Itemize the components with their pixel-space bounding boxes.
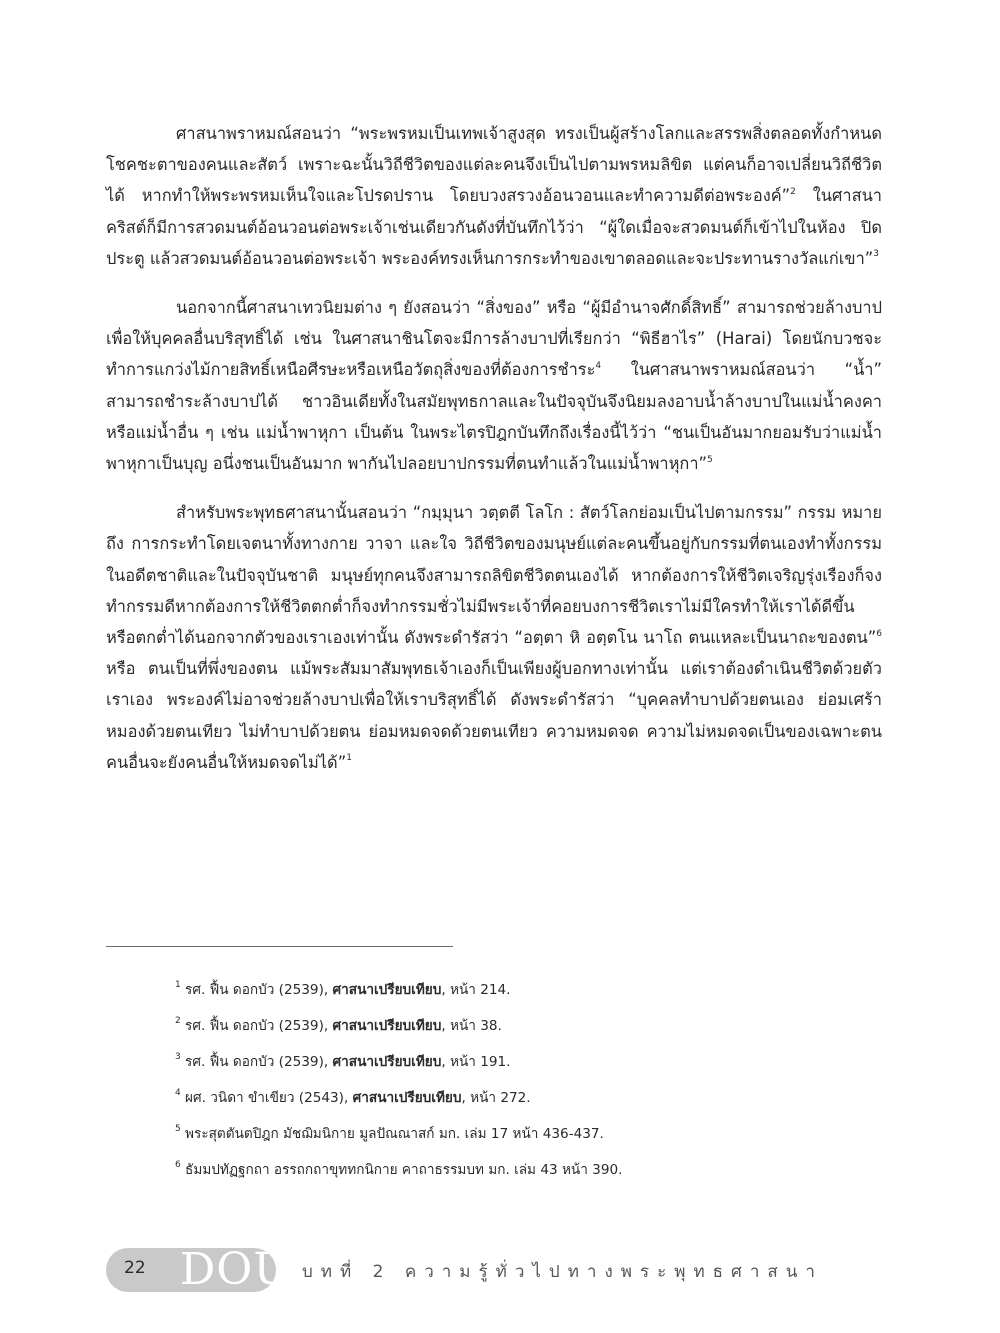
- brand-logo-text: DOU: [180, 1244, 292, 1295]
- footnote-ref[interactable]: 3: [873, 249, 880, 260]
- chapter-title: บทที่ 2 ความรู้ทั่วไปทางพระพุทธศาสนา: [302, 1262, 823, 1282]
- footnote-1: $^1$ รศ. ฟื้น ดอกบัว (2539), ศาสนาเปรียบเทียบ, หน้า 214.: [175, 980, 511, 998]
- paragraph-3: สำหรับพระพุทธศาสนานั้นสอนว่า “กมฺมุนา วตฺตตี โลโก : สัตว์โลกย่อมเป็นไปตามกรรม” กรรม หมายถึง การกระทำโดยเจตนาทั้งทางกาย วาจา และใจ วิถีชีวิตของมนุษย์แต่ละคนขึ้นอยู่กับกรรมที่ตนเองทำทั้งกรรมในอดีตชาติและในปัจจุบันชาติ มนุษย์ทุกคนจึงสามารถลิขิตชีวิตตนเองได้ หากต้องการให้ชีวิตเจริญรุ่งเรืองก็จงทำกรรมดีหากต้องการให้ชีวิตตกต่ำก็จงทำกรรมชั่วไม่มีพระเจ้าที่คอยบงการชีวิตเราไม่มีใครทำให้เราได้ดีขึ้นหรือตกต่ำได้นอกจากตัวของเราเองเท่านั้น ดังพระดำรัสว่า “อตฺตา หิ อตฺตโน นาโถ ตนแหละเป็นนาถะของตน”$^6$ หรือ ตนเป็นที่พึ่งของตน แม้พระสัมมาสัมพุทธเจ้าเองก็เป็นเพียงผู้บอกทางเท่านั้น แต่เราต้องดำเนินชีวิตด้วยตัวเราเอง พระองค์ไม่อาจช่วยล้างบาปเพื่อให้เราบริสุทธิ์ได้ ดังพระดำรัสว่า “บุคคลทำบาปด้วยตนเอง ย่อมเศร้าหมองด้วยตนเทียว ไม่ทำบาปด้วยตน ย่อมหมดจดด้วยตนเทียว ความหมดจด ความไม่หมดจดเป็นของเฉพาะตน คนอื่นจะยังคนอื่นให้หมดจดไม่ได้”$^1$: [106, 503, 882, 772]
- footnote-ref[interactable]: 2: [790, 186, 796, 197]
- footnote-2: $^2$ รศ. ฟื้น ดอกบัว (2539), ศาสนาเปรียบเทียบ, หน้า 38.: [175, 1016, 502, 1034]
- footnote-ref[interactable]: 6: [876, 628, 882, 639]
- paragraph-1: ศาสนาพราหมณ์สอนว่า “พระพรหมเป็นเทพเจ้าสูงสุด ทรงเป็นผู้สร้างโลกและสรรพสิ่งตลอดทั้งกำหนดโชคชะตาของคนและสัตว์ เพราะฉะนั้นวิถีชีวิตของแต่ละคนจึงเป็นไปตามพรหมลิขิต แต่คนก็อาจเปลี่ยนวิถีชีวิตได้ หากทำให้พระพรหมเห็นใจและโปรดปราน โดยบวงสรวงอ้อนวอนและทำความดีต่อพระองค์”$^2$ ในศาสนาคริสต์ก็มีการสวดมนต์อ้อนวอนต่อพระเจ้าเช่นเดียวกันดังที่บันทึกไว้ว่า “ผู้ใดเมื่อจะสวดมนต์ก็เข้าไปในห้อง ปิดประตู แล้วสวดมนต์อ้อนวอนต่อพระเจ้า พระองค์ทรงเห็นการกระทำของเขาตลอดและจะประทานรางวัลแก่เขา”$^3$: [106, 124, 882, 268]
- footnote-4: $^4$ ผศ. วนิดา ขำเขียว (2543), ศาสนาเปรียบเทียบ, หน้า 272.: [175, 1088, 531, 1106]
- footnote-3: $^3$ รศ. ฟื้น ดอกบัว (2539), ศาสนาเปรียบเทียบ, หน้า 191.: [175, 1052, 511, 1070]
- page-footer: [106, 1240, 896, 1296]
- footnote-divider: [106, 946, 453, 947]
- page-number: 22: [124, 1258, 146, 1278]
- footnote-ref[interactable]: 5: [707, 454, 713, 465]
- page-badge: [106, 1244, 292, 1295]
- body-text: [106, 118, 882, 778]
- footnotes: [175, 980, 875, 1196]
- footnote-ref[interactable]: 1: [346, 753, 352, 764]
- paragraph-2: นอกจากนี้ศาสนาเทวนิยมต่าง ๆ ยังสอนว่า “สิ่งของ” หรือ “ผู้มีอำนาจศักดิ์สิทธิ์” สามารถช่วยล้างบาปเพื่อให้บุคคลอื่นบริสุทธิ์ได้ เช่น ในศาสนาชินโตจะมีการล้างบาปที่เรียกว่า “พิธีฮาไร” (Harai) โดยนักบวชจะทำการแกว่งไม้กายสิทธิ์เหนือศีรษะหรือเหนือวัตถุสิ่งของที่ต้องการชำระ$^4$ ในศาสนาพราหมณ์สอนว่า “น้ำ” สามารถชำระล้างบาปได้ ชาวอินเดียทั้งในสมัยพุทธกาลและในปัจจุบันจึงนิยมลงอาบน้ำล้างบาปในแม่น้ำคงคาหรือแม่น้ำอื่น ๆ เช่น แม่น้ำพาหุกา เป็นต้น ในพระไตรปิฎกบันทึกถึงเรื่องนี้ไว้ว่า “ชนเป็นอันมากยอมรับว่าแม่น้ำพาหุกาเป็นบุญ อนึ่งชนเป็นอันมาก พากันไปลอยบาปกรรมที่ตนทำแล้วในแม่น้ำพาหุกา”$^5$: [106, 298, 882, 474]
- footnote-6: $^6$ ธัมมปทัฏฐกถา อรรถกถาขุททกนิกาย คาถาธรรมบท มก. เล่ม 43 หน้า 390.: [175, 1160, 623, 1178]
- footnote-ref[interactable]: 4: [595, 360, 602, 371]
- footnote-5: $^5$ พระสุตตันตปิฎก มัชฌิมนิกาย มูลปัณณาสก์ มก. เล่ม 17 หน้า 436-437.: [175, 1124, 604, 1142]
